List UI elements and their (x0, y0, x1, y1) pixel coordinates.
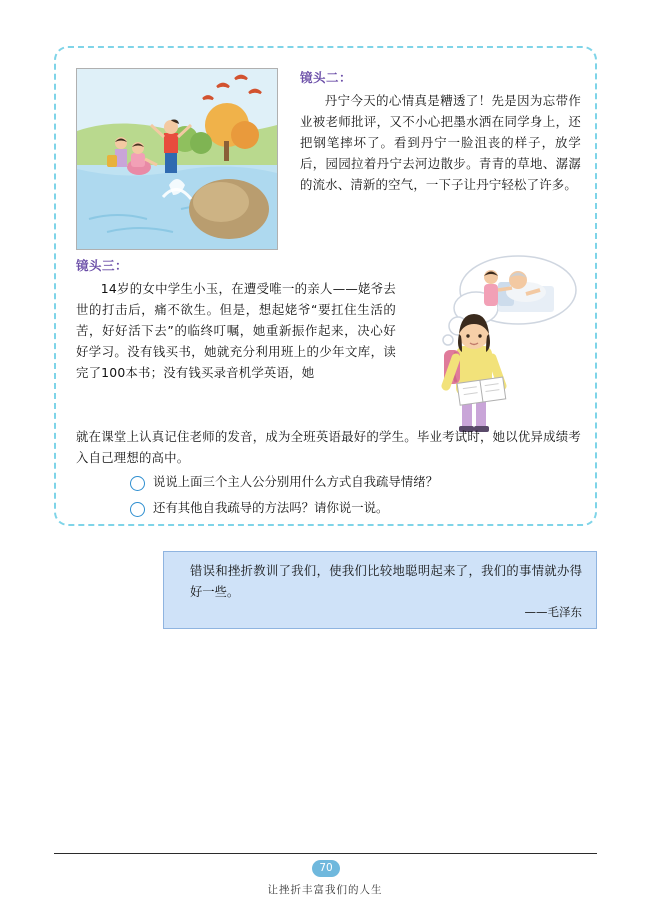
page-number-badge: 70 (312, 860, 340, 877)
quote-attribution: ——毛泽东 (524, 605, 582, 619)
illustration-student-memory (406, 246, 581, 436)
scene-two-text (300, 68, 581, 195)
scene-three-paragraph-part1: 14岁的女中学生小玉，在遭受唯一的亲人——姥爷去世的打击后，痛不欲生。但是，想起姥爷“要扛住生活的苦，好好活下去”的临终叮嘱，她重新振作起来，决心好好学习。没有钱买书，她就充分利用班上的少年文库，读完了100本书；没有钱买录音机学英语，她 (76, 281, 396, 380)
scene-two-paragraph: 丹宁今天的心情真是糟透了！先是因为忘带作业被老师批评，又不小心把墨水洒在同学身上，还把钢笔摔坏了。看到丹宁一脸沮丧的样子，放学后，园园拉着丹宁去河边散步。青青的草地、潺潺的流水、清新的空气，一下子让丹宁轻松了许多。 (300, 93, 581, 192)
list-item (130, 472, 570, 492)
question-text: 还有其他自我疏导的方法吗？请你说一说。 (153, 500, 389, 515)
circle-bullet-icon (130, 476, 145, 491)
scene-two-heading: 镜头二： (300, 70, 353, 85)
question-list (130, 472, 570, 524)
scene-three-paragraph-part2-wrap (76, 426, 581, 468)
question-text: 说说上面三个主人公分别用什么方式自我疏导情绪？ (153, 474, 438, 489)
scene-three-heading: 镜头三： (76, 258, 129, 273)
circle-bullet-icon (130, 502, 145, 517)
footer-divider (54, 853, 597, 854)
illustration-riverside (76, 68, 278, 250)
footer-caption: 让挫折丰富我们的人生 (267, 884, 383, 896)
quote-box (163, 551, 597, 629)
scene-three-paragraph-part2: 就在课堂上认真记住老师的发音，成为全班英语最好的学生。毕业考试时，她以优异成绩考入自己理想的高中。 (76, 429, 581, 465)
scene-three-text (76, 256, 396, 383)
quote-text: 错误和挫折教训了我们，使我们比较地聪明起来了，我们的事情就办得好一些。 (190, 564, 582, 599)
list-item (130, 498, 570, 518)
lesson-panel (54, 46, 597, 526)
